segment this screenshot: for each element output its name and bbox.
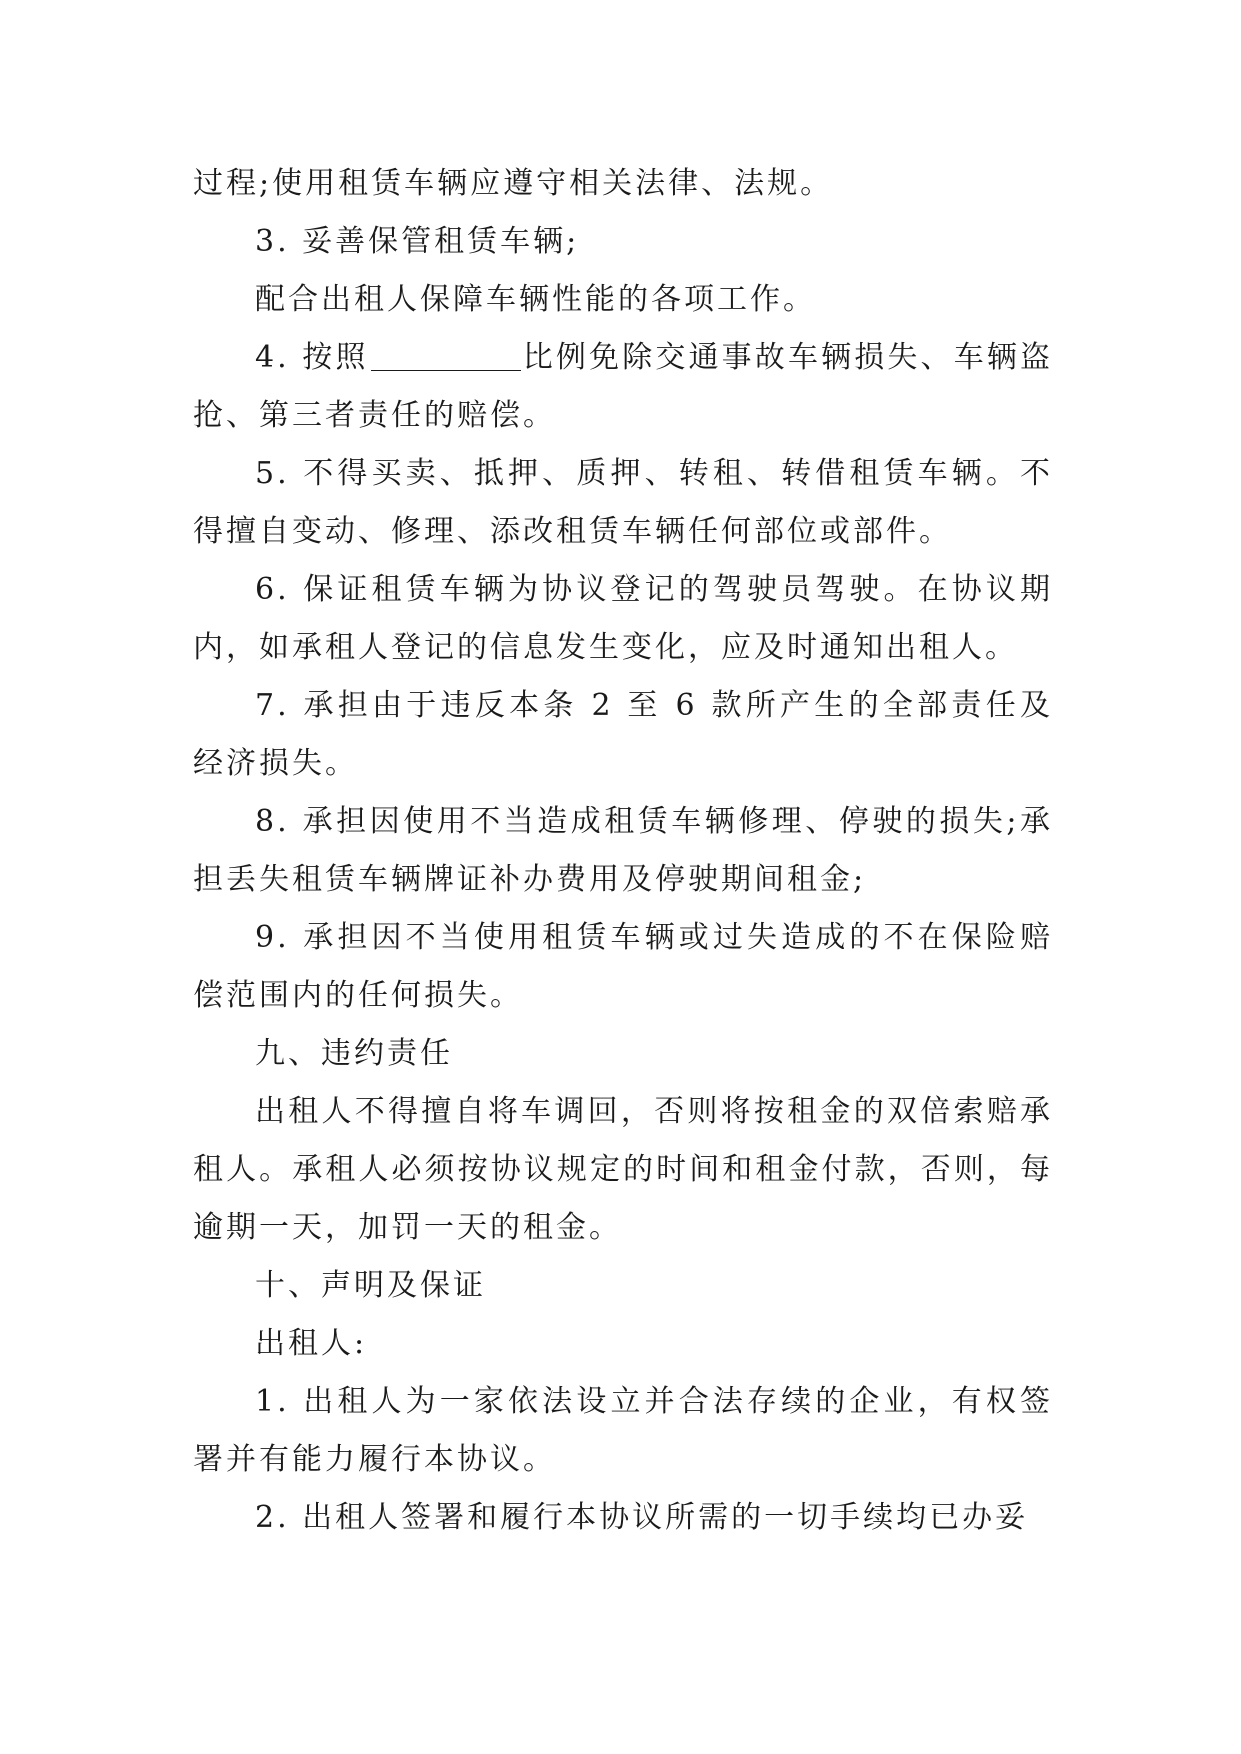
item-4-lead: 4. 按照 [255, 340, 369, 375]
paragraph-lessor-label: 出租人: [255, 1326, 368, 1361]
paragraph-item-6: 6. 保证租赁车辆为协议登记的驾驶员驾驶。在协议期内，如承租人登记的信息发生变化，应及时通知出租人。 [193, 572, 1053, 665]
paragraph-item-3-cont: 配合出租人保障车辆性能的各项工作。 [255, 282, 816, 317]
paragraph-item-4 [193, 329, 1053, 445]
paragraph-lessor-1: 1. 出租人为一家依法设立并合法存续的企业，有权签署并有能力履行本协议。 [193, 1384, 1053, 1477]
section-heading-10: 十、声明及保证 [255, 1268, 486, 1303]
paragraph-breach: 出租人不得擅自将车调回，否则将按租金的双倍索赔承租人。承租人必须按协议规定的时间和租金付款，否则，每逾期一天，加罚一天的租金。 [193, 1094, 1053, 1245]
document-body [193, 155, 1053, 1547]
paragraph-item-3: 3. 妥善保管租赁车辆; [255, 224, 580, 259]
section-heading-9: 九、违约责任 [255, 1036, 453, 1071]
fill-in-blank[interactable] [371, 340, 521, 371]
paragraph-item-7: 7. 承担由于违反本条 2 至 6 款所产生的全部责任及经济损失。 [193, 688, 1053, 781]
paragraph-lessor-2: 2. 出租人签署和履行本协议所需的一切手续均已办妥 [255, 1500, 1029, 1535]
paragraph-item-5: 5. 不得买卖、抵押、质押、转租、转借租赁车辆。不得擅自变动、修理、添改租赁车辆任何部位或部件。 [193, 456, 1053, 549]
item-4-rest: 比例免除交通事故车辆损失、车辆盗抢、第三者责任的赔偿。 [193, 340, 1053, 433]
paragraph-1: 过程;使用租赁车辆应遵守相关法律、法规。 [193, 166, 834, 201]
paragraph-item-9: 9. 承担因不当使用租赁车辆或过失造成的不在保险赔偿范围内的任何损失。 [193, 920, 1053, 1013]
paragraph-item-8: 8. 承担因使用不当造成租赁车辆修理、停驶的损失;承担丢失租赁车辆牌证补办费用及停驶期间租金; [193, 804, 1053, 897]
